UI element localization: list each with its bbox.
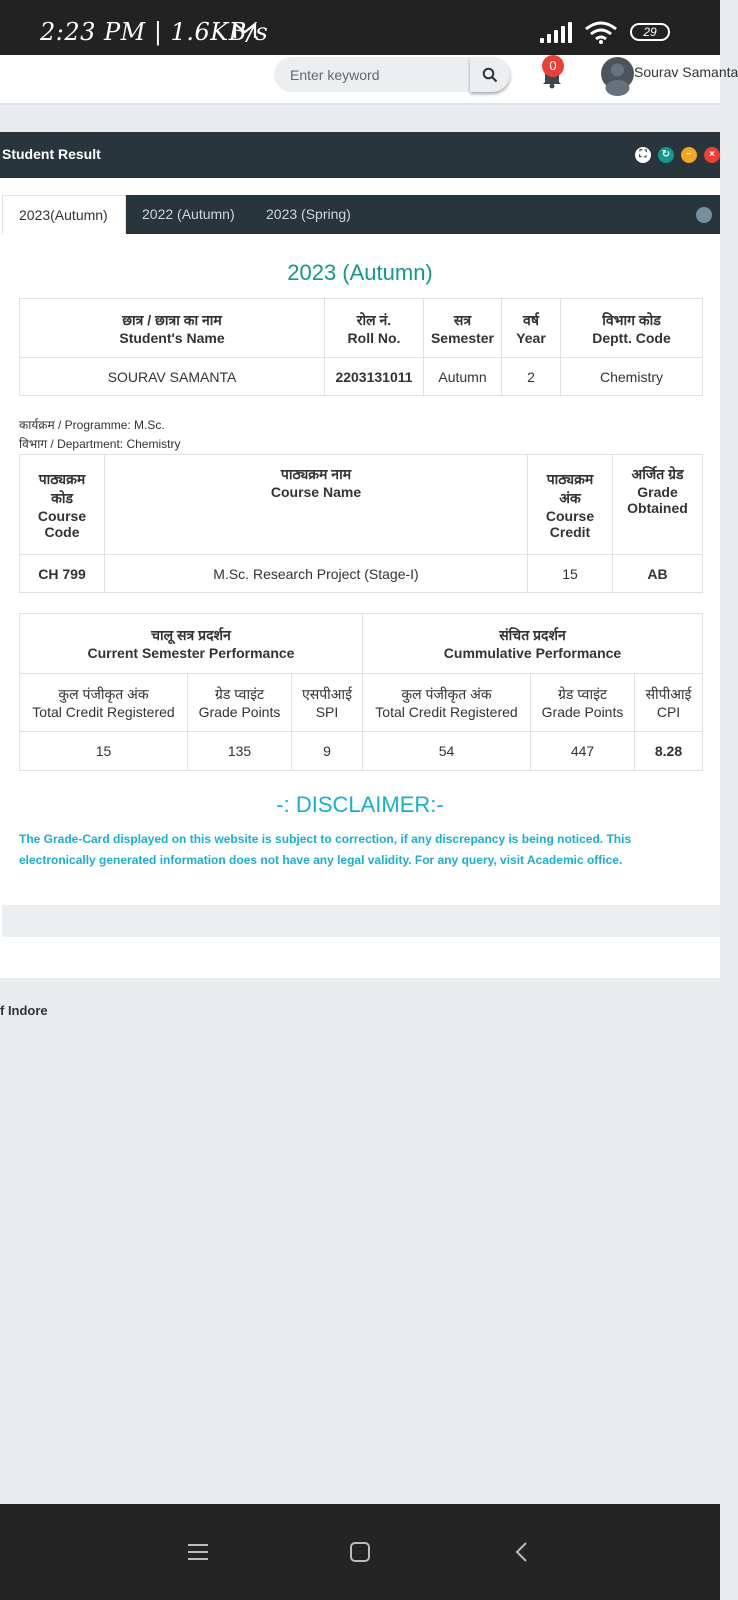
user-name[interactable]: Sourav Samanta [634,64,738,80]
header-student-name: छात्र / छात्रा का नाम Student's Name [20,299,325,358]
header-course-code: पाठ्यक्रम कोड Course Code [20,455,105,555]
status-bar [0,0,720,55]
student-name: SOURAV SAMANTA [20,358,325,396]
panel-footer [2,905,720,937]
user-icon [601,57,634,90]
header-dept-code: विभाग कोड Deptt. Code [561,299,703,358]
performance-table [19,613,703,771]
panel-tools [635,147,720,163]
roll-no: 2203131011 [325,358,424,396]
subheader-grade-points: ग्रेड प्वाइंट Grade Points [188,674,292,732]
back-icon [514,1541,530,1563]
grade-obtained: AB [613,555,703,593]
search-input[interactable] [290,57,460,92]
table-row [20,732,703,771]
disclaimer-title: -: DISCLAIMER:- [276,792,444,817]
header-course-name: पाठ्यक्रम नाम Course Name [105,455,528,555]
programme-line: कार्यक्रम / Programme: M.Sc. [19,418,165,432]
footer-text: f Indore [0,1003,48,1018]
panel-title: Student Result [2,146,101,162]
system-nav-bar [0,1504,720,1600]
header-semester: सत्र Semester [424,299,502,358]
year: 2 [502,358,561,396]
battery-icon: 29 [630,23,670,41]
cpi-value: 8.28 [635,732,703,771]
search-icon [482,67,498,83]
cumulative-grade-points: 447 [531,732,635,771]
status-icons [540,20,670,44]
disclaimer-text: The Grade-Card displayed on this website is subject to correction, if any discrepancy is being noticed. This electronically generated information does not have any legal validity. For any query, visit Academic office. [19,832,632,867]
header-grade-obtained: अर्जित ग्रेड Grade Obtained [613,455,703,555]
cumulative-total-credit: 54 [363,732,531,771]
tab-2022-autumn[interactable]: 2022 (Autumn) [142,206,235,222]
gmail-icon [233,22,257,40]
close-icon[interactable]: × [704,147,720,163]
top-navbar [0,55,738,105]
current-total-credit: 15 [20,732,188,771]
signal-icon [540,21,572,43]
home-button[interactable] [342,1534,378,1570]
current-grade-points: 135 [188,732,292,771]
student-info-table [19,298,703,396]
search-button[interactable] [470,57,510,92]
search-box [274,57,510,92]
fullscreen-icon[interactable]: ⛶ [635,147,651,163]
course-credit: 15 [528,555,613,593]
header-course-credit: पाठ्यक्रम अंक Course Credit [528,455,613,555]
subheader-total-credit-cum: कुल पंजीकृत अंक Total Credit Registered [363,674,531,732]
dept-code: Chemistry [561,358,703,396]
avatar[interactable] [601,57,634,90]
course-name: M.Sc. Research Project (Stage-I) [105,555,528,593]
table-row [20,358,703,396]
result-heading: 2023 (Autumn) [287,260,433,285]
spi-value: 9 [292,732,363,771]
table-row [20,555,703,593]
student-result-panel [0,132,720,978]
header-roll-no: रोल नं. Roll No. [325,299,424,358]
header-cumulative-performance: संचित प्रदर्शन Cummulative Performance [363,614,703,674]
header-current-performance: चालू सत्र प्रदर्शन Current Semester Performance [20,614,363,674]
subheader-spi: एसपीआई SPI [292,674,363,732]
home-icon [349,1541,371,1563]
refresh-icon[interactable]: ↻ [658,147,674,163]
semester-tabs [2,195,720,234]
tab-2023-autumn[interactable]: 2023(Autumn) [2,195,126,234]
expand-icon[interactable] [696,207,712,223]
semester: Autumn [424,358,502,396]
course-code: CH 799 [20,555,105,593]
menu-icon [186,1542,210,1562]
back-button[interactable] [504,1534,540,1570]
panel-header [0,132,720,178]
minimize-icon[interactable]: − [681,147,697,163]
notification-badge[interactable]: 0 [542,55,564,77]
wifi-icon [584,20,618,44]
subheader-grade-points-cum: ग्रेड प्वाइंट Grade Points [531,674,635,732]
header-year: वर्ष Year [502,299,561,358]
department-line: विभाग / Department: Chemistry [19,437,181,451]
status-time: 2:23 PM | 1.6KB/s [40,18,269,46]
subheader-cpi: सीपीआई CPI [635,674,703,732]
course-table [19,454,703,593]
subheader-total-credit: कुल पंजीकृत अंक Total Credit Registered [20,674,188,732]
tab-2023-spring[interactable]: 2023 (Spring) [266,206,351,222]
menu-button[interactable] [180,1534,216,1570]
